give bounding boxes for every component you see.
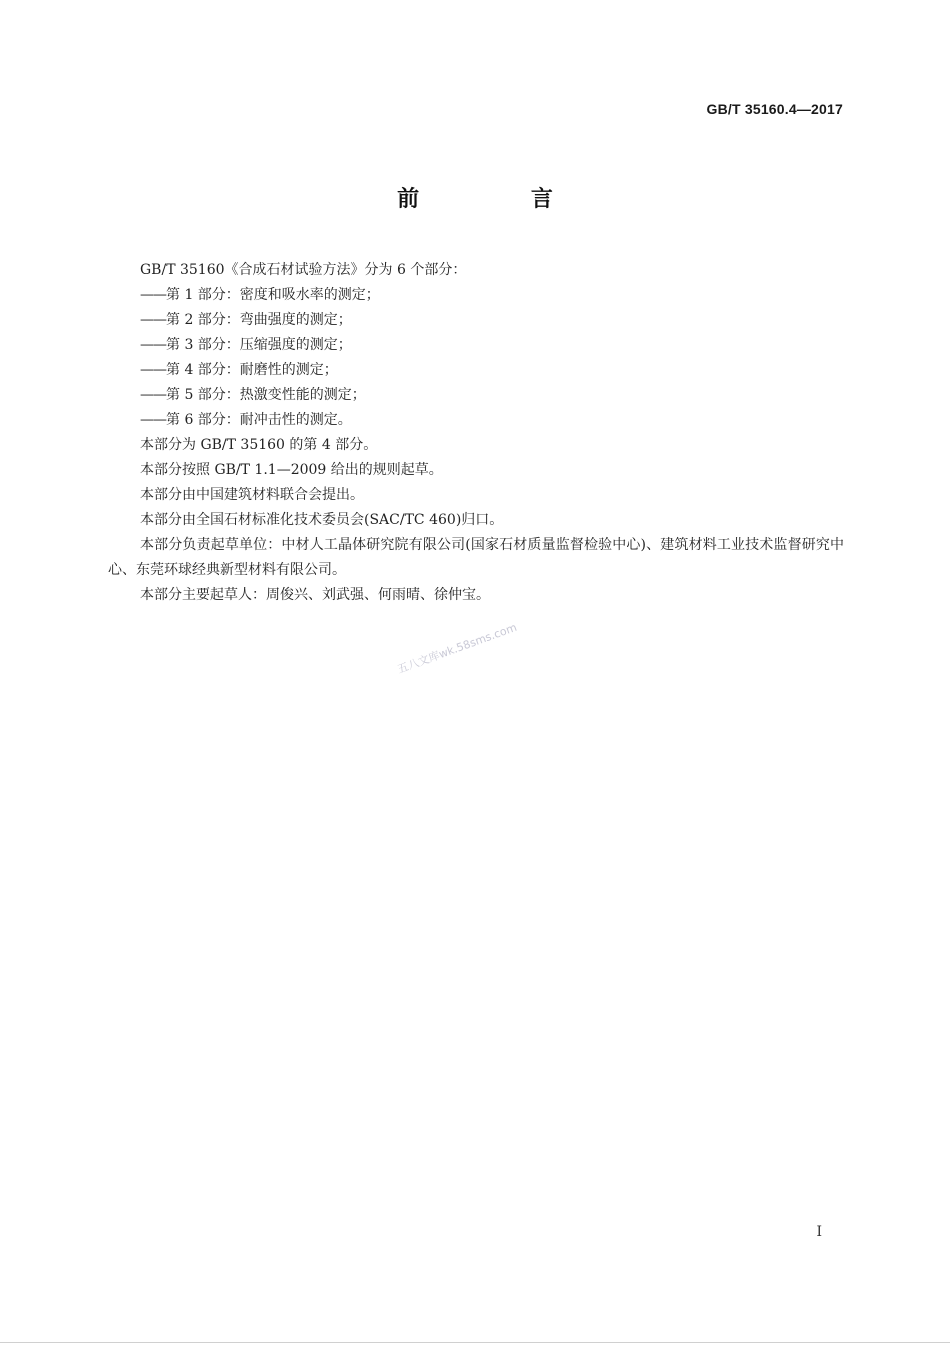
part-label: 第 1 部分：密度和吸水率的测定； [166,287,380,303]
page-title: 前 言 [397,187,605,212]
part-label: 第 4 部分：耐磨性的测定； [166,362,338,378]
part-list-item [108,333,844,358]
drafting-units-statement: 本部分负责起草单位：中材人工晶体研究院有限公司(国家石材质量监督检验中心)、建筑材料工业技术监督研究中心、东莞环球经典新型材料有限公司。 [108,537,844,578]
drafters-statement: 本部分主要起草人：周俊兴、刘武强、何雨晴、徐仲宝。 [140,587,490,603]
em-dash: —— [140,362,166,378]
page-number: I [816,1224,822,1240]
em-dash: —— [140,387,166,403]
part-label: 第 5 部分：热激变性能的测定； [166,387,366,403]
foreword-body [108,258,844,608]
drafting-rules-statement: 本部分按照 GB/T 1.1—2009 给出的规则起草。 [140,462,443,478]
intro-paragraph: GB/T 35160《合成石材试验方法》分为 6 个部分： [140,262,467,278]
em-dash: —— [140,337,166,353]
watermark: 五八文库wk.58sms.com [395,620,519,677]
proposer-statement: 本部分由中国建筑材料联合会提出。 [140,487,364,503]
part-list-item [108,283,844,308]
page-bottom-divider [0,1342,950,1343]
part-list-item [108,308,844,333]
part-label: 第 6 部分：耐冲击性的测定。 [166,412,352,428]
part-list-item [108,383,844,408]
committee-statement: 本部分由全国石材标准化技术委员会(SAC/TC 460)归口。 [140,512,504,528]
em-dash: —— [140,312,166,328]
part-list-item [108,408,844,433]
standard-number: GB/T 35160.4—2017 [706,101,843,117]
em-dash: —— [140,412,166,428]
em-dash: —— [140,287,166,303]
part-statement: 本部分为 GB/T 35160 的第 4 部分。 [140,437,378,453]
part-label: 第 3 部分：压缩强度的测定； [166,337,352,353]
part-label: 第 2 部分：弯曲强度的测定； [166,312,352,328]
part-list-item [108,358,844,383]
